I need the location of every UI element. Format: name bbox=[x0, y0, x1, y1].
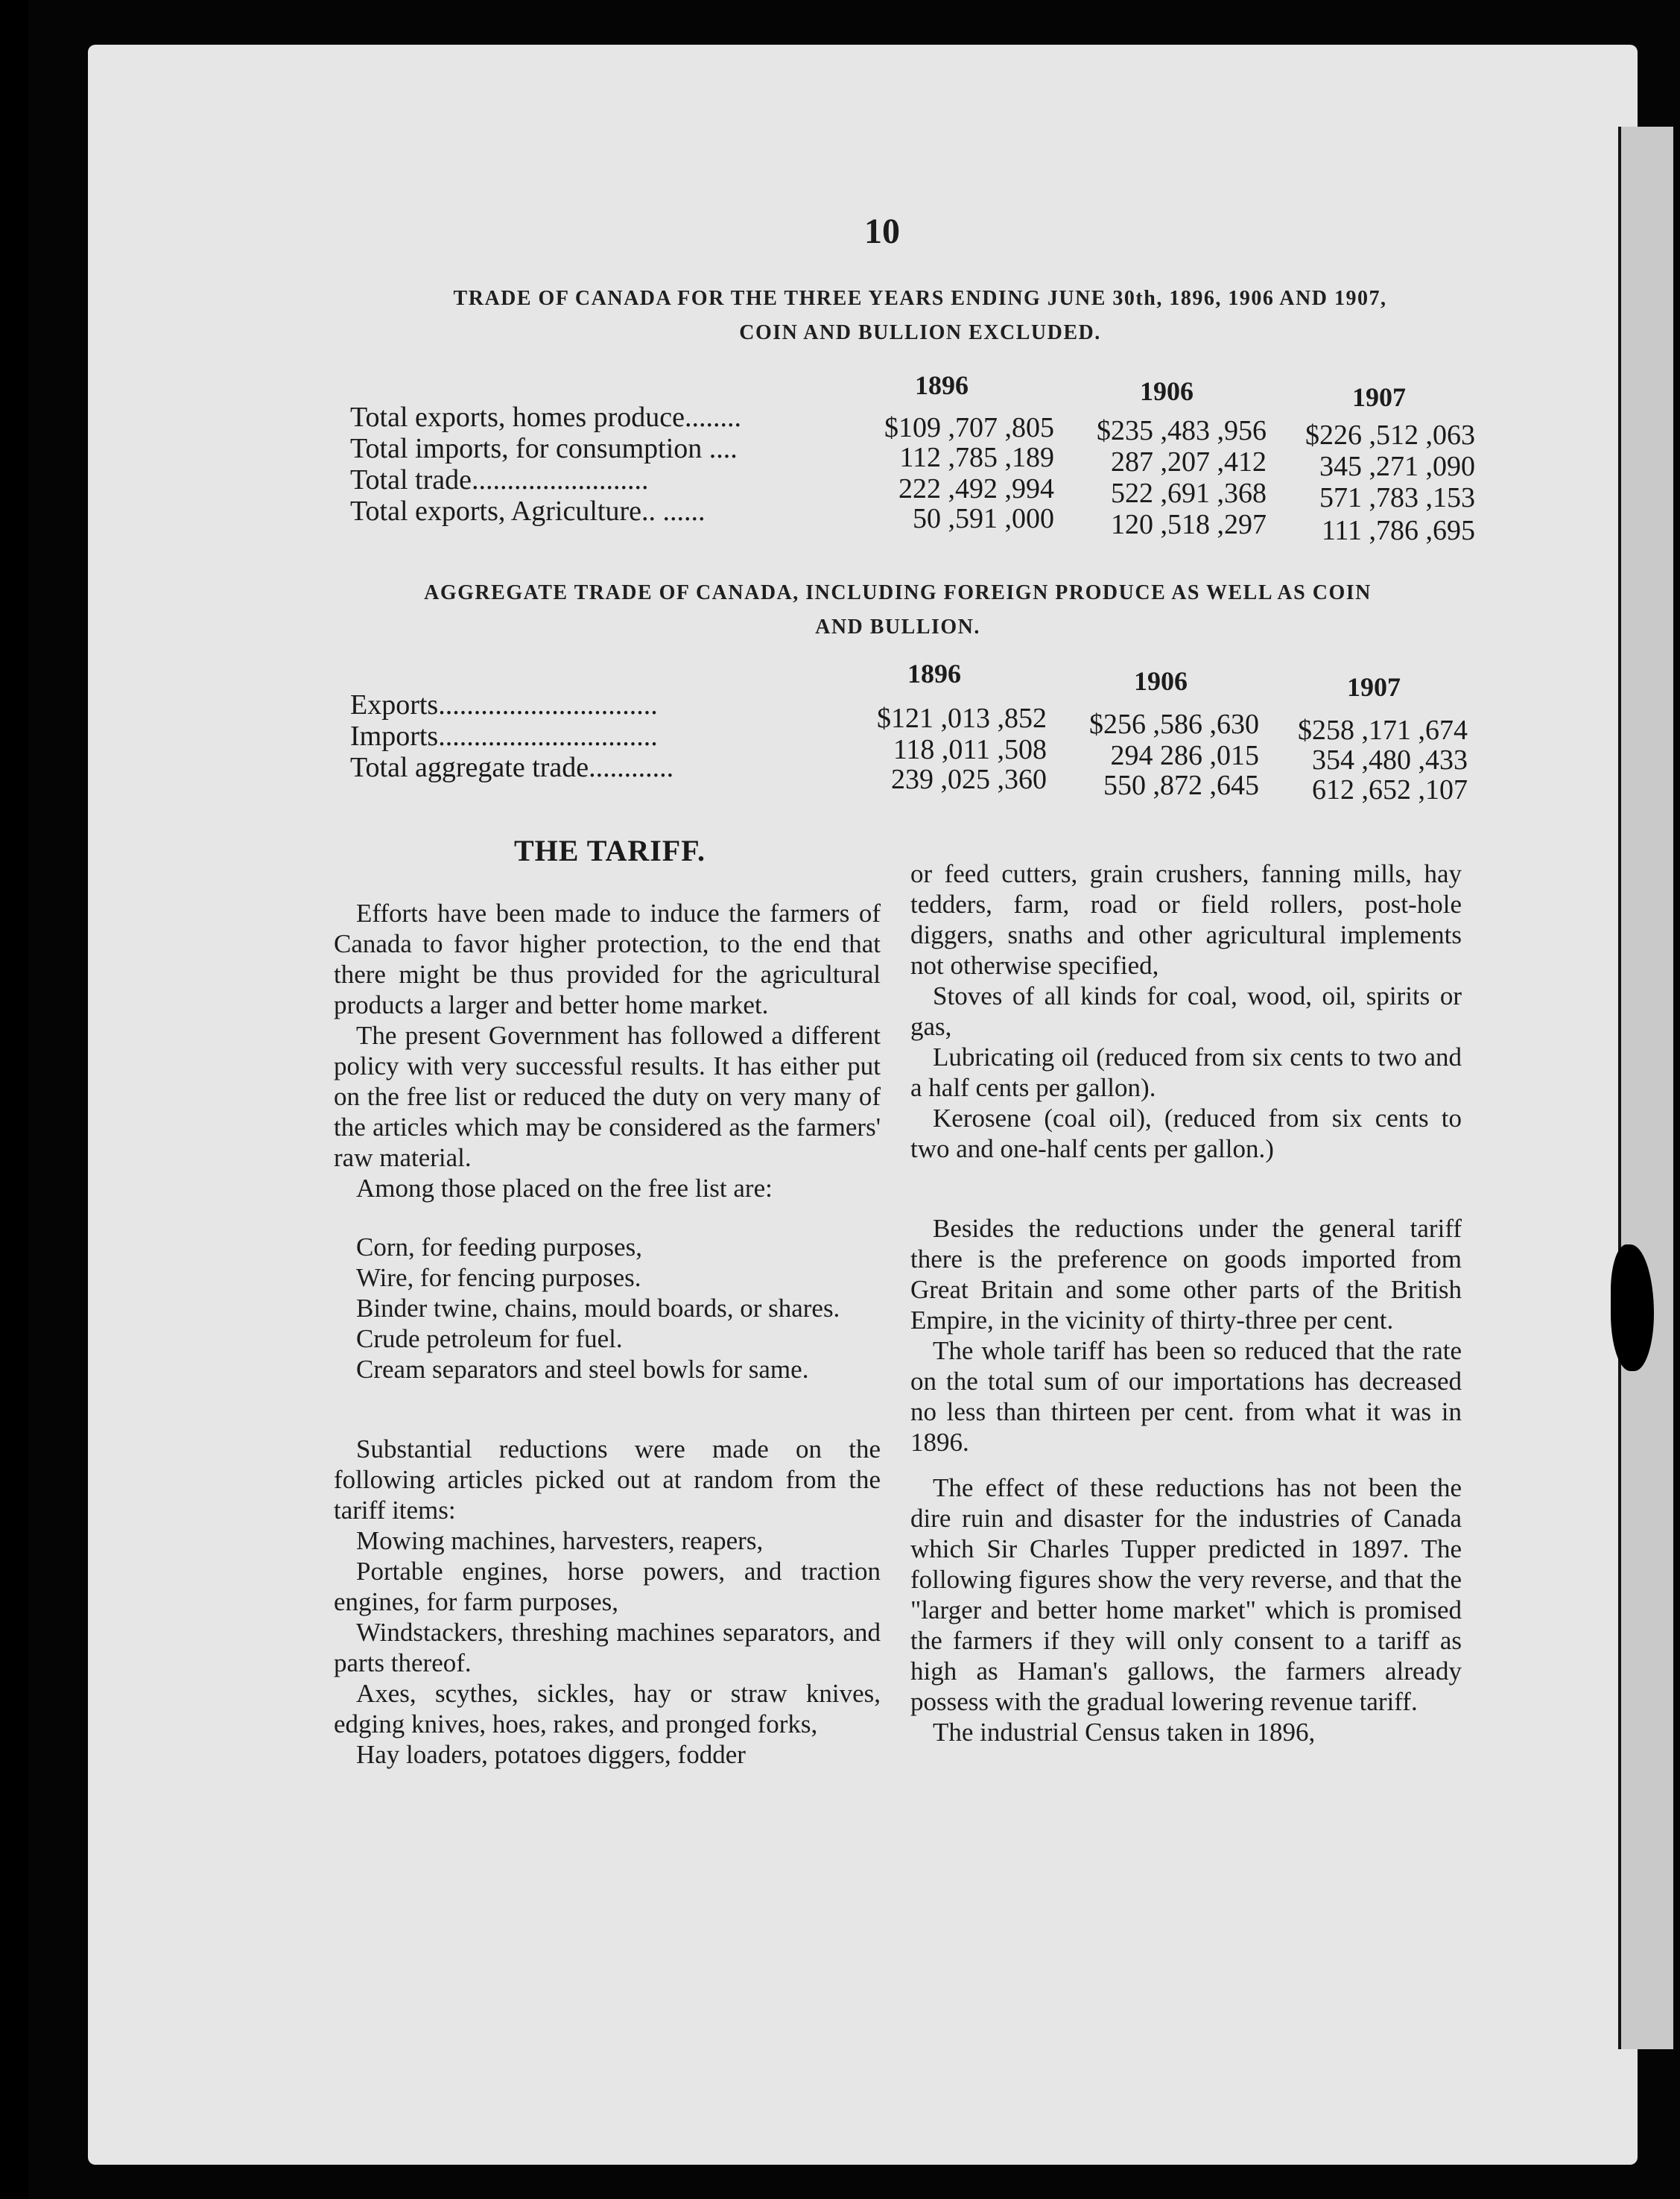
list-item: Crude petroleum for fuel. bbox=[356, 1324, 623, 1353]
table1-cell: 522 ,691 ,368 bbox=[1111, 478, 1267, 509]
table1-title bbox=[354, 282, 1486, 350]
paragraph: Efforts have been made to induce the farmers of Canada to favor higher protection, to the end that there might be thus provided for the agricultural products a larger and better home market. bbox=[334, 899, 881, 1019]
book-spine-shadow bbox=[0, 0, 28, 2199]
table2-cell: 239 ,025 ,360 bbox=[891, 764, 1047, 795]
table2-year-1896: 1896 bbox=[907, 659, 961, 689]
paragraph: The industrial Census taken in 1896, bbox=[933, 1718, 1316, 1747]
table1-title-line1: TRADE OF CANADA FOR THE THREE YEARS ENDING JUNE 30th, 1896, 1906 AND 1907, bbox=[453, 287, 1387, 310]
table2-year-1907: 1907 bbox=[1347, 672, 1401, 702]
facing-page-edge bbox=[1618, 127, 1673, 2049]
list-item: Windstackers, threshing machines separators, and parts thereof. bbox=[334, 1618, 881, 1677]
list-item: Cream separators and steel bowls for same. bbox=[356, 1355, 809, 1384]
list-item: Wire, for fencing purposes. bbox=[356, 1263, 641, 1292]
table2-cell: $256 ,586 ,630 bbox=[1089, 709, 1259, 740]
right-column bbox=[910, 858, 1462, 1747]
table2-row-label: Exports............................... bbox=[350, 689, 658, 721]
table2-cell: 294 286 ,015 bbox=[1110, 740, 1259, 771]
table1-cell: 345 ,271 ,090 bbox=[1319, 451, 1475, 482]
table1-year-1906: 1906 bbox=[1140, 376, 1194, 406]
table1-cell: 111 ,786 ,695 bbox=[1321, 515, 1475, 546]
table2-cell: 118 ,011 ,508 bbox=[893, 734, 1047, 765]
table2-cell: 612 ,652 ,107 bbox=[1312, 774, 1468, 806]
table1-row-label: Total exports, Agriculture.. ...... bbox=[350, 496, 706, 527]
list-item: Mowing machines, harvesters, reapers, bbox=[356, 1526, 764, 1555]
table2-cell: $258 ,171 ,674 bbox=[1298, 715, 1468, 746]
table1-year-1896: 1896 bbox=[915, 370, 969, 400]
paragraph: The present Government has followed a different policy with very successful results. It has either put on the free list or reduced the duty on very many of the articles which may be considered as the farmers' raw material. bbox=[334, 1021, 881, 1172]
list-item: Binder twine, chains, mould boards, or shares. bbox=[356, 1294, 840, 1323]
paragraph: Substantial reductions were made on the following articles picked out at random from the tariff items: bbox=[334, 1434, 881, 1525]
page-number: 10 bbox=[864, 212, 900, 251]
table1-row-label: Total exports, homes produce........ bbox=[350, 402, 742, 433]
left-column bbox=[334, 898, 881, 1770]
table1-cell: 287 ,207 ,412 bbox=[1111, 446, 1267, 478]
paragraph: Among those placed on the free list are: bbox=[356, 1174, 773, 1203]
table2-title bbox=[354, 576, 1442, 645]
table1-row-label: Total imports, for consumption .... bbox=[350, 433, 738, 464]
table1-cell: 222 ,492 ,994 bbox=[898, 473, 1054, 504]
list-item: Stoves of all kinds for coal, wood, oil, spirits or gas, bbox=[910, 981, 1462, 1041]
table2-cell: $121 ,013 ,852 bbox=[877, 703, 1047, 734]
table2-cell: 550 ,872 ,645 bbox=[1103, 770, 1259, 801]
table1-cell: 120 ,518 ,297 bbox=[1111, 509, 1267, 540]
table2-title-line2: AND BULLION. bbox=[815, 616, 980, 639]
list-item: Axes, scythes, sickles, hay or straw knives, edging knives, hoes, rakes, and pronged forks, bbox=[334, 1679, 881, 1738]
table2-year-1906: 1906 bbox=[1134, 666, 1188, 696]
paragraph: or feed cutters, grain crushers, fanning mills, hay tedders, farm, road or field rollers, post-hole diggers, snaths and other agricultural implements not otherwise specified, bbox=[910, 859, 1462, 980]
paragraph: Besides the reductions under the general tariff there is the preference on goods imported from Great Britain and some other parts of the British Empire, in the vicinity of thirty-three per cent. bbox=[910, 1214, 1462, 1335]
table1-cell: $226 ,512 ,063 bbox=[1305, 420, 1475, 451]
list-item: Hay loaders, potatoes diggers, fodder bbox=[356, 1740, 746, 1769]
paragraph: The whole tariff has been so reduced that the rate on the total sum of our importations has decreased no less than thirteen per cent. from what it was in 1896. bbox=[910, 1336, 1462, 1457]
list-item: Portable engines, horse powers, and traction engines, for farm purposes, bbox=[334, 1557, 881, 1616]
table2-row-label: Total aggregate trade............ bbox=[350, 752, 674, 783]
table1-row-label: Total trade......................... bbox=[350, 464, 649, 496]
table1-cell: $109 ,707 ,805 bbox=[884, 412, 1054, 443]
table2-cell: 354 ,480 ,433 bbox=[1312, 744, 1468, 776]
table1-year-1907: 1907 bbox=[1352, 382, 1406, 412]
table2-row-label: Imports............................... bbox=[350, 721, 658, 752]
list-item: Corn, for feeding purposes, bbox=[356, 1233, 642, 1262]
list-item: Kerosene (coal oil), (reduced from six cents to two and one-half cents per gallon.) bbox=[910, 1104, 1462, 1163]
table1-cell: 571 ,783 ,153 bbox=[1319, 482, 1475, 513]
table1-cell: $235 ,483 ,956 bbox=[1097, 415, 1267, 446]
table1-cell: 50 ,591 ,000 bbox=[913, 503, 1054, 534]
section-heading: THE TARIFF. bbox=[514, 834, 706, 867]
list-item: Lubricating oil (reduced from six cents to two and a half cents per gallon). bbox=[910, 1042, 1462, 1102]
table1-title-line2: COIN AND BULLION EXCLUDED. bbox=[739, 321, 1101, 344]
table1-cell: 112 ,785 ,189 bbox=[899, 442, 1054, 473]
paragraph: The effect of these reductions has not been the dire ruin and disaster for the industries of Canada which Sir Charles Tupper predicted in 1897. The following figures show the very reverse, and that the "larger and better home market" which is promised the farmers if they will only consent to a tariff as high as Haman's gallows, the farmers already possess with the gradual lowering revenue tariff. bbox=[910, 1473, 1462, 1716]
table2-title-line1: AGGREGATE TRADE OF CANADA, INCLUDING FOREIGN PRODUCE AS WELL AS COIN bbox=[424, 581, 1372, 604]
